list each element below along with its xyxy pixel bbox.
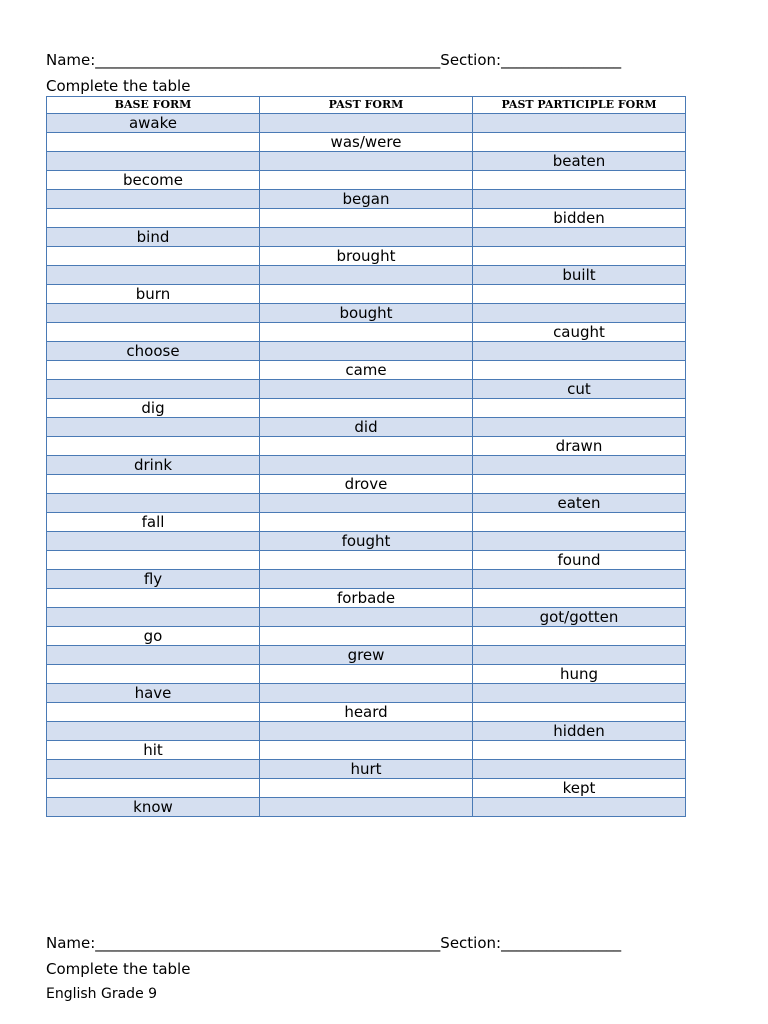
table-row (47, 152, 686, 171)
cell-past-form[interactable]: began (260, 190, 473, 209)
table-row (47, 342, 686, 361)
cell-base-form[interactable] (47, 551, 260, 570)
table-row (47, 532, 686, 551)
cell-past-form[interactable] (260, 209, 473, 228)
cell-past-participle-form[interactable] (473, 190, 686, 209)
cell-past-form[interactable] (260, 798, 473, 817)
cell-past-form[interactable] (260, 171, 473, 190)
cell-past-form[interactable] (260, 627, 473, 646)
cell-base-form[interactable] (47, 779, 260, 798)
table-row (47, 589, 686, 608)
cell-past-form[interactable]: heard (260, 703, 473, 722)
cell-past-participle-form[interactable] (473, 513, 686, 532)
cell-past-form[interactable] (260, 551, 473, 570)
cell-base-form[interactable] (47, 266, 260, 285)
cell-past-participle-form[interactable]: hidden (473, 722, 686, 741)
table-row (47, 646, 686, 665)
cell-past-participle-form[interactable]: kept (473, 779, 686, 798)
cell-base-form[interactable]: fall (47, 513, 260, 532)
cell-past-participle-form[interactable]: eaten (473, 494, 686, 513)
table-row (47, 266, 686, 285)
table-row (47, 703, 686, 722)
column-header-past-participle-form: PAST PARTICIPLE FORM (473, 97, 686, 114)
table-row (47, 570, 686, 589)
cell-past-participle-form[interactable] (473, 456, 686, 475)
cell-base-form[interactable] (47, 247, 260, 266)
name-section-line: Name:______________________________________________Section:________________ (46, 51, 622, 69)
table-row (47, 285, 686, 304)
table-row (47, 114, 686, 133)
table-row (47, 304, 686, 323)
table-row (47, 760, 686, 779)
table-row (47, 456, 686, 475)
cell-past-participle-form[interactable] (473, 760, 686, 779)
table-row (47, 190, 686, 209)
cell-past-participle-form[interactable]: bidden (473, 209, 686, 228)
cell-base-form[interactable] (47, 703, 260, 722)
cell-base-form[interactable]: burn (47, 285, 260, 304)
cell-past-participle-form[interactable] (473, 342, 686, 361)
table-row (47, 798, 686, 817)
cell-past-participle-form[interactable] (473, 627, 686, 646)
table-row (47, 722, 686, 741)
cell-past-form[interactable]: was/were (260, 133, 473, 152)
table-row (47, 779, 686, 798)
cell-past-participle-form[interactable] (473, 114, 686, 133)
table-row (47, 494, 686, 513)
table-row (47, 323, 686, 342)
cell-past-form[interactable] (260, 456, 473, 475)
cell-past-form[interactable] (260, 266, 473, 285)
cell-past-form[interactable]: fought (260, 532, 473, 551)
cell-past-form[interactable] (260, 665, 473, 684)
cell-past-participle-form[interactable] (473, 399, 686, 418)
cell-base-form[interactable] (47, 722, 260, 741)
footer-subtitle: English Grade 9 (46, 986, 158, 1002)
table-row (47, 741, 686, 760)
cell-base-form[interactable] (47, 304, 260, 323)
table-row (47, 513, 686, 532)
cell-base-form[interactable] (47, 133, 260, 152)
cell-past-form[interactable] (260, 608, 473, 627)
cell-past-participle-form[interactable] (473, 646, 686, 665)
cell-past-form[interactable] (260, 684, 473, 703)
cell-base-form[interactable] (47, 646, 260, 665)
cell-past-form[interactable] (260, 570, 473, 589)
cell-past-participle-form[interactable]: beaten (473, 152, 686, 171)
cell-past-participle-form[interactable] (473, 741, 686, 760)
cell-base-form[interactable]: drink (47, 456, 260, 475)
cell-past-form[interactable] (260, 285, 473, 304)
table-row (47, 665, 686, 684)
cell-past-form[interactable]: came (260, 361, 473, 380)
cell-base-form[interactable]: awake (47, 114, 260, 133)
cell-base-form[interactable] (47, 589, 260, 608)
cell-past-participle-form[interactable] (473, 228, 686, 247)
cell-past-form[interactable]: hurt (260, 760, 473, 779)
cell-past-form[interactable]: grew (260, 646, 473, 665)
cell-past-participle-form[interactable] (473, 361, 686, 380)
cell-past-participle-form[interactable] (473, 304, 686, 323)
column-header-base-form: BASE FORM (47, 97, 260, 114)
footer-name-section-line: Name:______________________________________________Section:________________ (46, 934, 622, 952)
cell-base-form[interactable] (47, 190, 260, 209)
cell-past-form[interactable] (260, 323, 473, 342)
instruction-text: Complete the table (46, 77, 191, 95)
footer-instruction-text: Complete the table (46, 960, 191, 978)
cell-past-participle-form[interactable]: found (473, 551, 686, 570)
cell-past-participle-form[interactable] (473, 684, 686, 703)
cell-base-form[interactable] (47, 532, 260, 551)
cell-past-participle-form[interactable] (473, 589, 686, 608)
table-row (47, 551, 686, 570)
cell-past-participle-form[interactable] (473, 133, 686, 152)
table-row (47, 684, 686, 703)
cell-past-participle-form[interactable] (473, 247, 686, 266)
cell-base-form[interactable] (47, 475, 260, 494)
cell-base-form[interactable]: go (47, 627, 260, 646)
cell-base-form[interactable]: become (47, 171, 260, 190)
cell-past-form[interactable] (260, 114, 473, 133)
cell-base-form[interactable]: fly (47, 570, 260, 589)
table-row (47, 475, 686, 494)
cell-past-participle-form[interactable] (473, 171, 686, 190)
cell-past-participle-form[interactable]: cut (473, 380, 686, 399)
cell-past-participle-form[interactable]: got/gotten (473, 608, 686, 627)
verb-forms-table (46, 96, 686, 817)
table-row (47, 608, 686, 627)
cell-past-form[interactable] (260, 342, 473, 361)
cell-base-form[interactable]: choose (47, 342, 260, 361)
table-row (47, 209, 686, 228)
cell-past-participle-form[interactable]: built (473, 266, 686, 285)
cell-past-participle-form[interactable]: caught (473, 323, 686, 342)
table-row (47, 247, 686, 266)
cell-past-form[interactable] (260, 513, 473, 532)
cell-past-form[interactable] (260, 399, 473, 418)
cell-past-form[interactable] (260, 152, 473, 171)
cell-past-form[interactable]: brought (260, 247, 473, 266)
cell-past-participle-form[interactable] (473, 703, 686, 722)
cell-base-form[interactable] (47, 437, 260, 456)
cell-base-form[interactable] (47, 152, 260, 171)
table-body (47, 114, 686, 817)
cell-past-form[interactable]: did (260, 418, 473, 437)
table-row (47, 171, 686, 190)
cell-past-participle-form[interactable] (473, 798, 686, 817)
cell-past-participle-form[interactable]: hung (473, 665, 686, 684)
table-row (47, 228, 686, 247)
cell-past-participle-form[interactable]: drawn (473, 437, 686, 456)
cell-past-participle-form[interactable] (473, 570, 686, 589)
cell-base-form[interactable] (47, 418, 260, 437)
table-row (47, 361, 686, 380)
cell-base-form[interactable] (47, 323, 260, 342)
column-header-past-form: PAST FORM (260, 97, 473, 114)
cell-past-form[interactable] (260, 722, 473, 741)
cell-past-participle-form[interactable] (473, 475, 686, 494)
cell-past-form[interactable] (260, 380, 473, 399)
cell-base-form[interactable]: know (47, 798, 260, 817)
cell-base-form[interactable] (47, 380, 260, 399)
table-row (47, 627, 686, 646)
table-row (47, 418, 686, 437)
cell-base-form[interactable] (47, 665, 260, 684)
cell-base-form[interactable] (47, 494, 260, 513)
cell-past-form[interactable] (260, 741, 473, 760)
cell-base-form[interactable]: dig (47, 399, 260, 418)
cell-base-form[interactable] (47, 608, 260, 627)
cell-past-participle-form[interactable] (473, 285, 686, 304)
cell-past-form[interactable] (260, 437, 473, 456)
cell-past-participle-form[interactable] (473, 418, 686, 437)
cell-past-form[interactable] (260, 494, 473, 513)
cell-past-form[interactable]: bought (260, 304, 473, 323)
cell-past-form[interactable]: forbade (260, 589, 473, 608)
cell-base-form[interactable]: hit (47, 741, 260, 760)
cell-base-form[interactable] (47, 760, 260, 779)
table-header-row (47, 97, 686, 114)
cell-base-form[interactable] (47, 361, 260, 380)
cell-base-form[interactable]: have (47, 684, 260, 703)
cell-base-form[interactable] (47, 209, 260, 228)
table-row (47, 380, 686, 399)
table-row (47, 437, 686, 456)
cell-past-participle-form[interactable] (473, 532, 686, 551)
cell-base-form[interactable]: bind (47, 228, 260, 247)
table-row (47, 399, 686, 418)
table-row (47, 133, 686, 152)
cell-past-form[interactable] (260, 228, 473, 247)
cell-past-form[interactable] (260, 779, 473, 798)
cell-past-form[interactable]: drove (260, 475, 473, 494)
